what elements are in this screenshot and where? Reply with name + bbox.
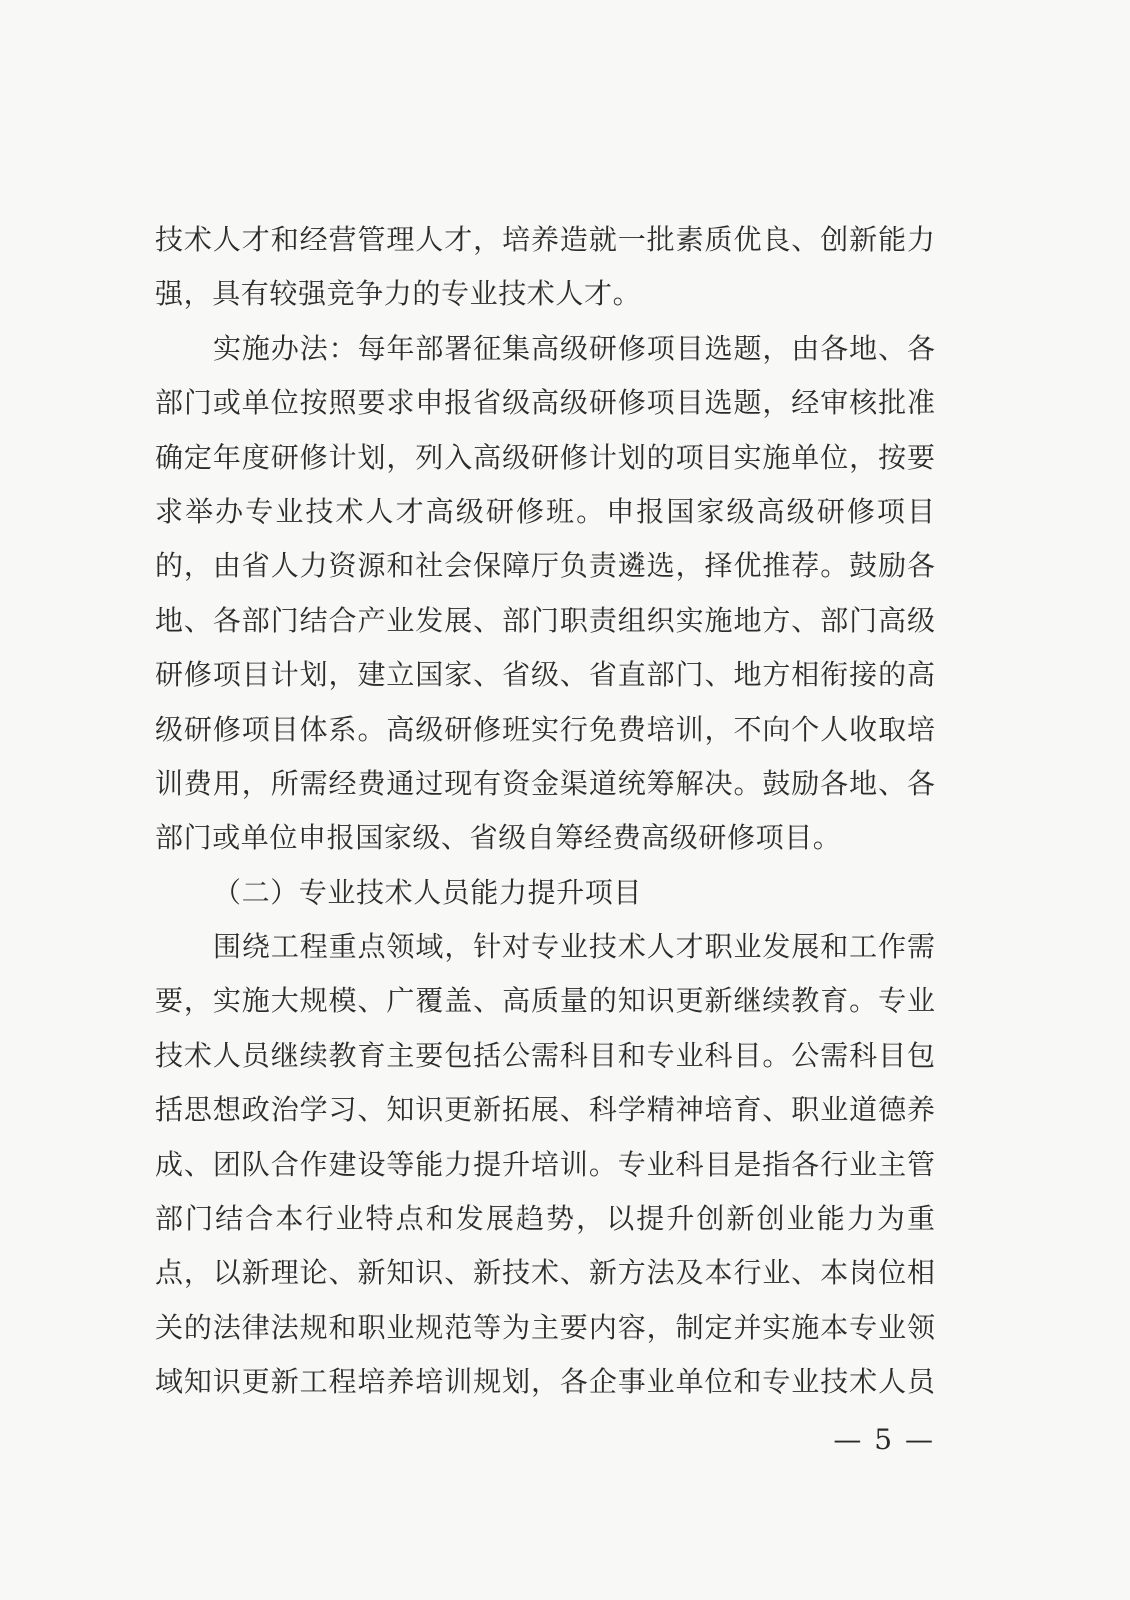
text-line: 实施办法：每年部署征集高级研修项目选题，由各地、各 <box>213 331 935 365</box>
text-line: 部门结合本行业特点和发展趋势，以提升创新创业能力为重 <box>155 1202 935 1236</box>
text-line: 部门或单位按照要求申报省级高级研修项目选题，经审核批准 <box>155 386 935 420</box>
text-line: 研修项目计划，建立国家、省级、省直部门、地方相衔接的高 <box>155 658 935 692</box>
text-line: 地、各部门结合产业发展、部门职责组织实施地方、部门高级 <box>155 603 935 637</box>
page-number: — 5 — <box>833 1423 935 1456</box>
text-line: 点，以新理论、新知识、新技术、新方法及本行业、本岗位相 <box>155 1256 935 1290</box>
text-line: 级研修项目体系。高级研修班实行免费培训，不向个人收取培 <box>155 712 935 746</box>
text-line: 部门或单位申报国家级、省级自筹经费高级研修项目。 <box>155 821 842 855</box>
text-line: 确定年度研修计划，列入高级研修计划的项目实施单位，按要 <box>155 440 935 474</box>
text-line: 求举办专业技术人才高级研修班。申报国家级高级研修项目 <box>155 494 935 528</box>
text-line: 要，实施大规模、广覆盖、高质量的知识更新继续教育。专业 <box>155 984 935 1018</box>
text-line: 的，由省人力资源和社会保障厅负责遴选，择优推荐。鼓励各 <box>155 549 935 583</box>
text-line: 括思想政治学习、知识更新拓展、科学精神培育、职业道德养 <box>155 1093 935 1127</box>
text-line: 技术人员继续教育主要包括公需科目和专业科目。公需科目包 <box>155 1038 935 1072</box>
text-line: 训费用，所需经费通过现有资金渠道统筹解决。鼓励各地、各 <box>155 766 935 800</box>
text-line: 围绕工程重点领域，针对专业技术人才职业发展和工作需 <box>213 930 935 964</box>
text-line: 强，具有较强竞争力的专业技术人才。 <box>155 277 642 311</box>
body-text <box>155 213 935 1410</box>
text-line: 技术人才和经营管理人才，培养造就一批素质优良、创新能力 <box>155 223 935 256</box>
text-line: 域知识更新工程培养培训规划，各企事业单位和专业技术人员 <box>155 1365 935 1399</box>
section-heading: （二）专业技术人员能力提升项目 <box>213 875 643 909</box>
text-line: 关的法律法规和职业规范等为主要内容，制定并实施本专业领 <box>155 1310 935 1344</box>
text-line: 成、团队合作建设等能力提升培训。专业科目是指各行业主管 <box>155 1147 935 1181</box>
